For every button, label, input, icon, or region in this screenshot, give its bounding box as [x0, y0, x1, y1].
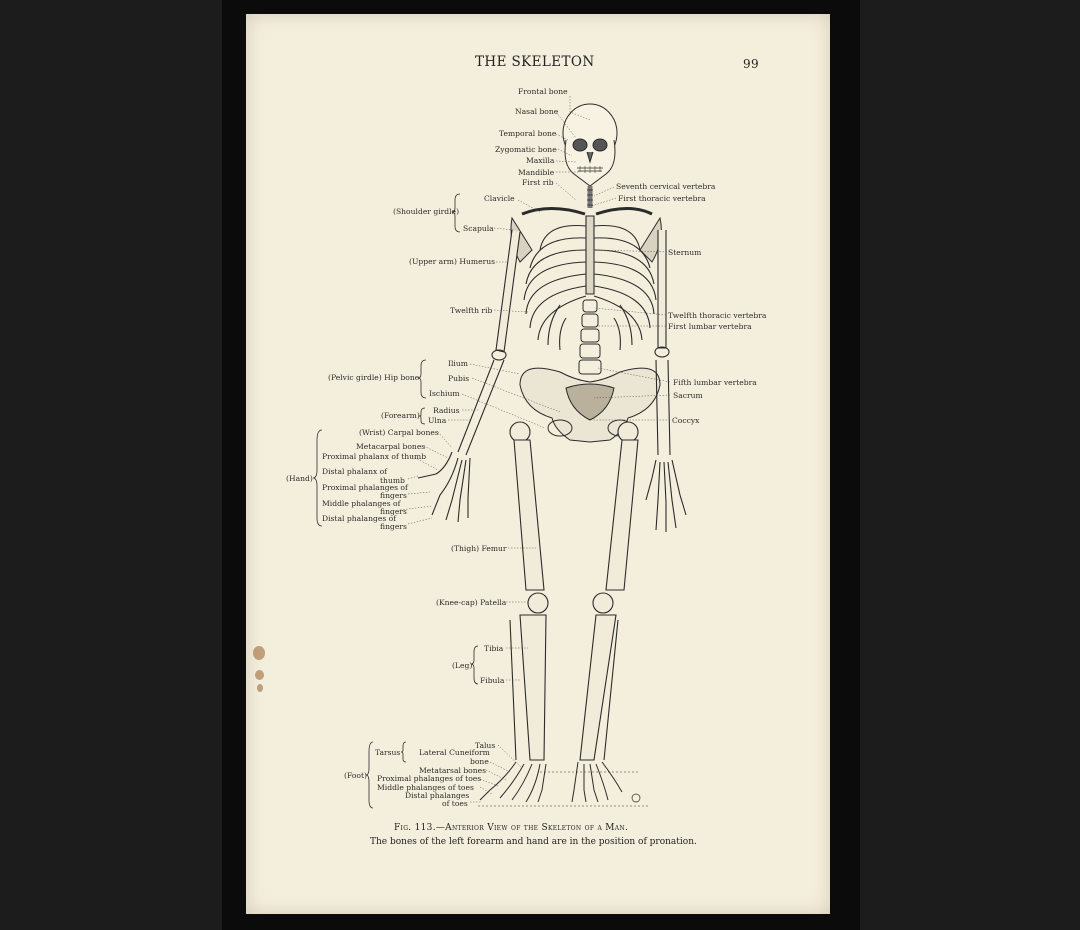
label-seventh-cervical: Seventh cervical vertebra [616, 182, 716, 191]
skull [563, 104, 617, 186]
label-twelfth-thoracic: Twelfth thoracic vertebra [668, 311, 767, 320]
label-pelvic-girdle: (Pelvic girdle) Hip bone [328, 373, 420, 382]
label-ilium: Ilium [448, 359, 468, 368]
label-femur: (Thigh) Femur [451, 544, 507, 553]
label-proximal-phalanges-toes: Proximal phalanges of toes [377, 774, 482, 783]
label-tarsus: Tarsus [375, 748, 401, 757]
pelvis [520, 368, 660, 442]
label-mandible: Mandible [518, 168, 555, 177]
label-foot: (Foot) [344, 771, 367, 780]
label-distal-phalanges-fingers: Distal phalanges of [322, 514, 397, 523]
figure-note: The bones of the left forearm and hand are in the position of pronation. [370, 837, 697, 847]
figure-title: —Anterior View of the Skeleton of a Man. [435, 823, 629, 833]
figure-caption [394, 823, 628, 833]
page-title: THE SKELETON [475, 54, 595, 70]
label-humerus: (Upper arm) Humerus [409, 257, 495, 266]
label-talus: Talus [475, 741, 496, 750]
label-carpal-bones: (Wrist) Carpal bones [359, 428, 439, 437]
label-hand: (Hand) [286, 474, 313, 483]
label-sternum: Sternum [668, 248, 702, 257]
label-shoulder-girdle-text: Shoulder girdle [395, 207, 457, 216]
label-leg: (Leg) [452, 661, 473, 670]
label-metacarpal-bones: Metacarpal bones [356, 442, 426, 451]
page-number: 99 [743, 57, 760, 71]
lumbar-spine [579, 300, 601, 374]
label-twelfth-rib: Twelfth rib [450, 306, 493, 315]
label-distal-phalanges-toes: Distal phalanges [405, 791, 470, 800]
label-patella: (Knee-cap) Patella [436, 598, 507, 607]
label-shoulder-girdle: (Shoulder girdle) [393, 207, 460, 216]
label-distal-phalanges-toes-2: of toes [442, 799, 468, 808]
label-maxilla: Maxilla [526, 156, 555, 165]
label-pubis: Pubis [448, 374, 470, 383]
label-forearm: (Forearm) [381, 411, 420, 420]
label-fibula: Fibula [480, 676, 505, 685]
label-frontal-bone: Frontal bone [518, 87, 568, 96]
legs [510, 422, 638, 760]
feet [478, 762, 650, 806]
label-middle-phalanges-fingers-2: fingers [380, 507, 407, 516]
label-metatarsal-bones: Metatarsal bones [419, 766, 487, 775]
label-first-lumbar: First lumbar vertebra [668, 322, 752, 331]
label-proximal-phalanx-thumb: Proximal phalanx of thumb [322, 452, 427, 461]
label-sacrum: Sacrum [673, 391, 703, 400]
label-middle-phalanges-fingers: Middle phalanges of [322, 499, 401, 508]
label-ulna: Ulna [428, 416, 447, 425]
label-middle-phalanges-toes: Middle phalanges of toes [377, 783, 474, 792]
label-proximal-phalanges-fingers-2: fingers [380, 491, 407, 500]
label-lateral-cuneiform: Lateral Cuneiform [419, 748, 490, 757]
spine [587, 186, 593, 208]
label-distal-phalanges-fingers-2: fingers [380, 522, 407, 531]
label-first-rib: First rib [522, 178, 554, 187]
label-clavicle: Clavicle [484, 194, 515, 203]
rib-cage [524, 216, 656, 350]
label-proximal-phalanges-fingers: Proximal phalanges of [322, 483, 408, 492]
figure-number: Fig. 113. [394, 823, 436, 833]
label-ischium: Ischium [429, 389, 460, 398]
label-coccyx: Coccyx [672, 416, 700, 425]
label-radius: Radius [433, 406, 460, 415]
label-distal-phalanx-thumb: Distal phalanx of [322, 467, 388, 476]
label-tibia: Tibia [484, 644, 504, 653]
label-distal-phalanx-thumb-2: thumb [380, 476, 405, 485]
label-lateral-cuneiform-2: bone [470, 757, 489, 766]
label-first-thoracic: First thoracic vertebra [618, 194, 706, 203]
label-nasal-bone: Nasal bone [515, 107, 559, 116]
label-scapula: Scapula [463, 224, 494, 233]
label-temporal-bone: Temporal bone [499, 129, 557, 138]
label-fifth-lumbar: Fifth lumbar vertebra [673, 378, 757, 387]
label-zygomatic-bone: Zygomatic bone [495, 145, 557, 154]
